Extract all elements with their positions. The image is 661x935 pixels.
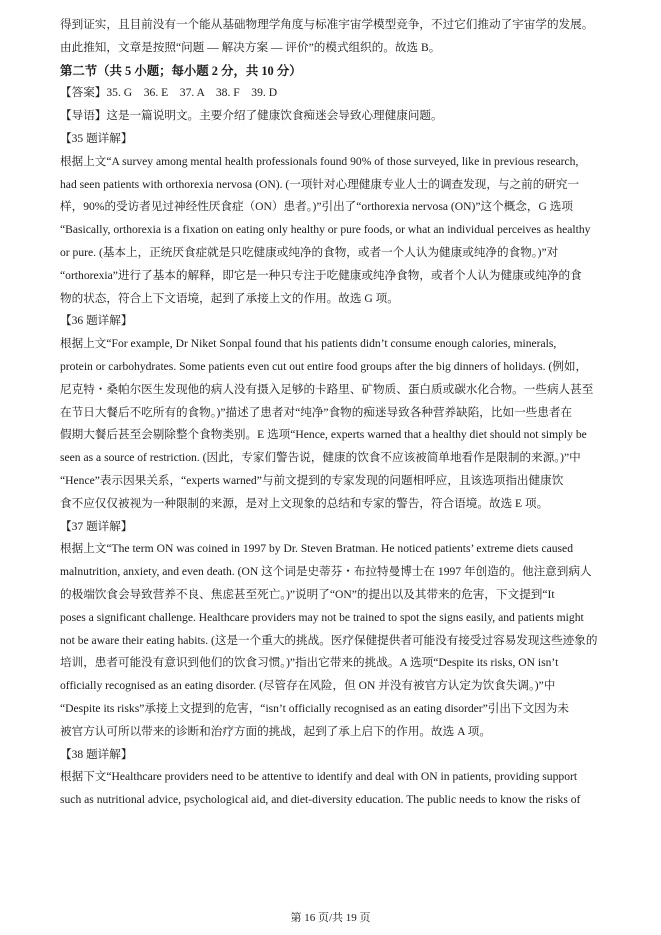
- text-line: or pure. (基本上，正统厌食症就是只吃健康或纯净的食物，或者一个人认为健康或纯净的食物。)”对: [60, 245, 559, 259]
- document-body: [60, 14, 604, 812]
- page-number-footer: 第 16 页/共 19 页: [290, 912, 371, 924]
- text-line: 得到证实，且目前没有一个能从基础物理学角度与标准宇宙学模型竞争，不过它们推动了宇宙学的发展。: [60, 18, 594, 31]
- question-heading-37: 【37 题详解】: [60, 519, 133, 533]
- text-line: 根据上文“The term ON was coined in 1997 by Dr. Steven Bratman. He noticed patients’ extreme diets caused: [60, 542, 573, 556]
- text-line: protein or carbohydrates. Some patients even cut out entire food groups after the big dinners of holidays. (例如，: [60, 359, 588, 373]
- text-line: 被官方认可所以带来的诊断和治疗方面的挑战，起到了承上启下的作用。故选 A 项。: [60, 724, 491, 738]
- text-line: 食不应仅仅被视为一种限制的来源，是对上文现象的总结和专家的警告，符合语境。故选 E 项。: [60, 496, 549, 510]
- text-line: “Basically, orthorexia is a fixation on eating only healthy or pure foods, or what an individual perceives as healthy: [60, 223, 591, 237]
- text-line: “orthorexia”进行了基本的解释，即它是一种只专注于吃健康或纯净食物，或者个人认为健康或纯净的食: [60, 268, 582, 282]
- text-line: 的极端饮食会导致营养不良、焦虑甚至死亡。)”说明了“ON”的提出以及其带来的危害，下文提到“It: [60, 587, 555, 601]
- text-line: poses a significant challenge. Healthcare providers may not be trained to spot the signs easily, and patients might: [60, 610, 584, 624]
- text-line: seen as a source of restriction. (因此，专家们警告说，健康的饮食不应该被简单地看作是限制的来源。)”中: [60, 451, 581, 465]
- question-heading-35: 【35 题详解】: [60, 131, 133, 145]
- answer-line: 【答案】35. G 36. E 37. A 38. F 39. D: [60, 86, 278, 100]
- text-line: 在节日大餐后不吃所有的食物。)”描述了患者对“纯净”食物的痴迷导致各种营养缺陷，比如一些患者在: [60, 405, 573, 419]
- text-line: not be aware their eating habits. (这是一个重大的挑战。医疗保健提供者可能没有接受过容易发现这些迹象的: [60, 633, 598, 647]
- text-line: 假期大餐后甚至会剔除整个食物类别。E 选项“Hence, experts warned that a healthy diet should not simply be: [60, 428, 587, 442]
- question-heading-38: 【38 题详解】: [60, 747, 133, 761]
- intro-line: 【导语】这是一篇说明文。主要介绍了健康饮食痴迷会导致心理健康问题。: [60, 109, 443, 123]
- text-line: 根据下文“Healthcare providers need to be attentive to identify and deal with ON in patients, providing support: [60, 770, 578, 784]
- text-line: 培训，患者可能没有意识到他们的饮食习惯。)”指出它带来的挑战。A 选项“Despite its risks, ON isn’t: [60, 656, 559, 670]
- text-line: officially recognised as an eating disorder. (尽管存在风险，但 ON 并没有被官方认定为饮食失调。)”中: [60, 679, 556, 693]
- text-line: 物的状态，符合上下文语境，起到了承接上文的作用。故选 G 项。: [60, 291, 399, 305]
- section-heading: 第二节（共 5 小题；每小题 2 分，共 10 分）: [60, 63, 302, 78]
- question-heading-36: 【36 题详解】: [60, 314, 133, 328]
- text-line: 根据上文“A survey among mental health professionals found 90% of those surveyed, like in previous research,: [60, 154, 579, 168]
- text-line: “Hence”表示因果关系，“experts warned”与前文提到的专家发现的问题相呼应，且该选项指出健康饮: [60, 473, 564, 487]
- text-line: 尼克特・桑帕尔医生发现他的病人没有摄入足够的卡路里、矿物质、蛋白质或碳水化合物。一些病人甚至: [60, 382, 594, 396]
- text-line: “Despite its risks”承接上文提到的危害，“isn’t officially recognised as an eating disorder”引出下文因为未: [60, 701, 569, 715]
- text-line: 根据上文“For example, Dr Niket Sonpal found that his patients didn’t consume enough calories, minerals,: [60, 337, 557, 351]
- text-line: 样，90%的受访者见过神经性厌食症（ON）患者。)”引出了“orthorexia nervosa (ON)”这个概念，G 选项: [60, 200, 573, 214]
- text-line: 由此推知，文章是按照“问题 — 解决方案 — 评价”的模式组织的。故选 B。: [60, 40, 441, 54]
- text-line: such as nutritional advice, psychological aid, and diet-diversity education. The public needs to know the risks of: [60, 793, 581, 807]
- text-line: malnutrition, anxiety, and even death. (ON 这个词是史蒂芬・布拉特曼博士在 1997 年创造的。他注意到病人: [60, 565, 592, 579]
- text-line: had seen patients with orthorexia nervosa (ON). (一项针对心理健康专业人士的调查发现，与之前的研究一: [60, 177, 580, 191]
